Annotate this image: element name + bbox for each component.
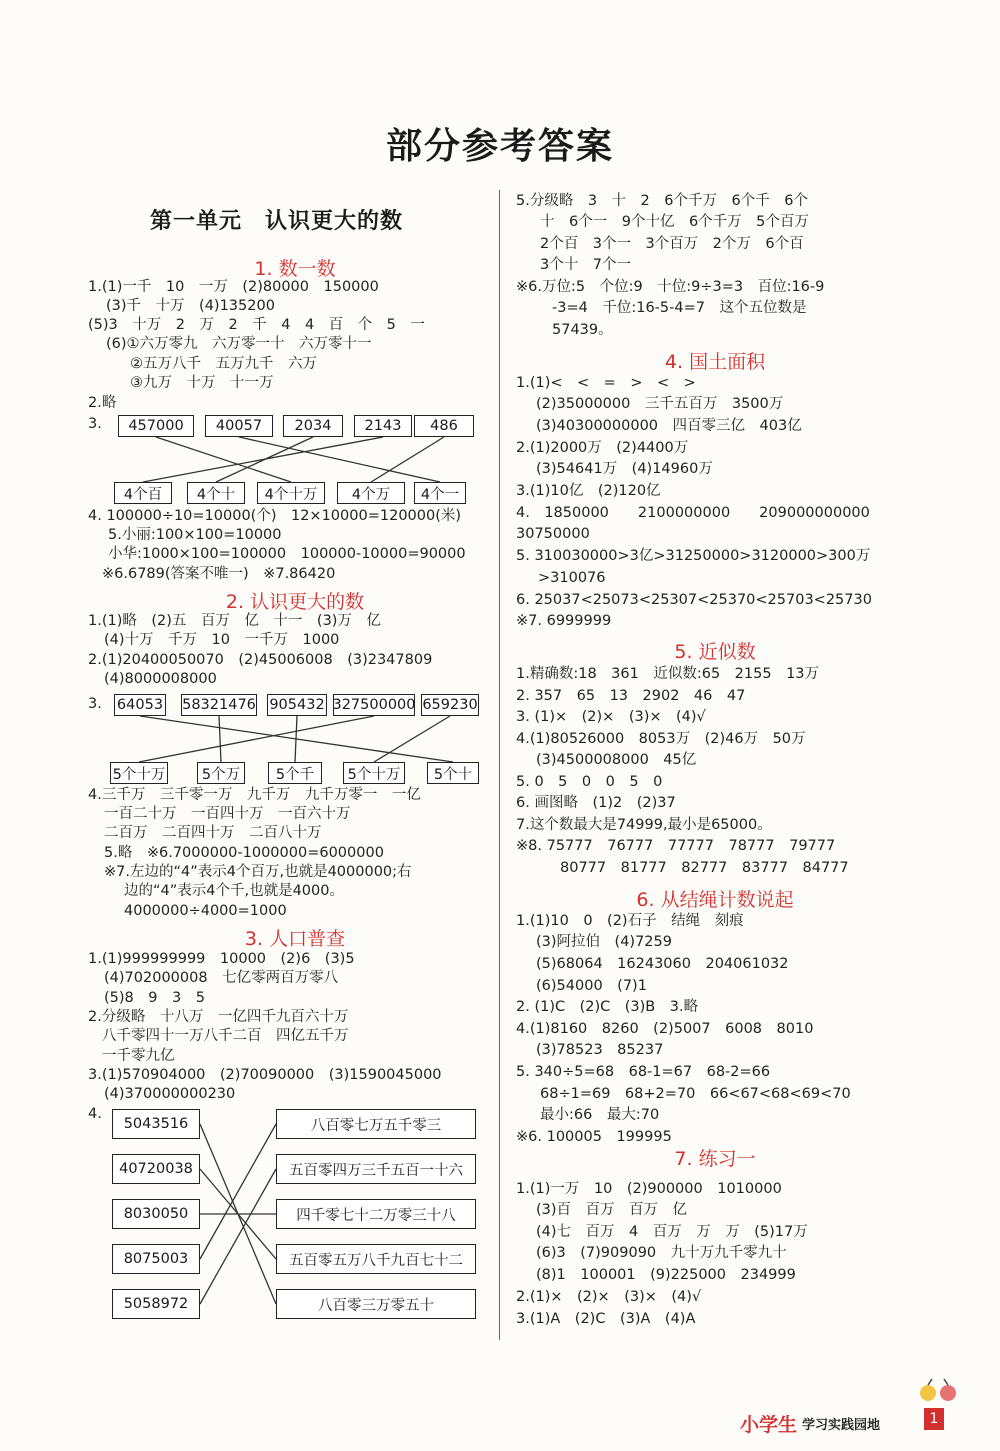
answer-line: >310076 [538, 570, 606, 586]
answer-line: 3.(1)570904000 (2)70090000 (3)1590045000 [88, 1067, 442, 1083]
answer-line: (5)8 9 3 5 [104, 990, 205, 1006]
answer-line: (5)68064 16243060 204061032 [536, 956, 789, 972]
answer-line: 二百万 二百四十万 二百八十万 [104, 825, 322, 841]
match-line [295, 716, 297, 762]
section-heading: 7. 练习一 [674, 1148, 756, 1170]
number-box: 2034 [283, 415, 343, 437]
answer-line: 1.(1)一万 10 (2)900000 1010000 [516, 1181, 782, 1197]
answer-line: 3. (1)× (2)× (3)× (4)√ [516, 709, 706, 725]
section-heading: 6. 从结绳计数说起 [636, 889, 794, 911]
match-line [200, 1124, 276, 1304]
answer-line: 3.(1)A (2)C (3)A (4)A [516, 1311, 696, 1327]
place-value-box: 4个万 [337, 482, 405, 504]
answer-line: 4.(1)8160 8260 (2)5007 6008 8010 [516, 1021, 814, 1037]
answer-line: (3)54641万 (4)14960万 [536, 461, 713, 477]
match-line [143, 437, 383, 482]
answer-line: ③九万 十万 十一万 [130, 375, 274, 391]
number-box: 64053 [114, 694, 166, 716]
answer-line: 一千零九亿 [102, 1048, 175, 1064]
column-divider [499, 190, 500, 1340]
chinese-number-box: 四千零七十二万零三十八 [276, 1199, 476, 1229]
answer-line: 2.(1)× (2)× (3)× (4)√ [516, 1289, 702, 1305]
answer-line: (4)8000008000 [104, 671, 217, 687]
answer-line: 2. 357 65 13 2902 46 47 [516, 688, 746, 704]
answer-line: ※6.6789(答案不唯一) ※7.86420 [102, 566, 336, 582]
answer-line: 5.分级略 3 十 2 6个千万 6个千 6个 [516, 193, 808, 209]
answer-line: 5.略 ※6.7000000-1000000=6000000 [104, 845, 384, 861]
answer-line: ※8. 75777 76777 77777 78777 79777 [516, 838, 836, 854]
answer-line: (3)4500008000 45亿 [536, 752, 697, 768]
answer-line: 2.略 [88, 395, 117, 411]
place-value-box: 5个十万 [343, 762, 405, 784]
number-box: 327500000 [333, 694, 415, 716]
answer-line: ※6. 100005 199995 [516, 1129, 672, 1145]
match-line [139, 716, 374, 762]
answer-line: 2.分级略 十八万 一亿四千九百六十万 [88, 1009, 349, 1025]
decorative-badge-icon [918, 1378, 960, 1408]
answer-line: ②五万八千 五万九千 六万 [130, 356, 317, 372]
number-box: 5043516 [112, 1109, 200, 1139]
answer-line: 1.(1)< < = > < > [516, 375, 696, 391]
number-box: 2143 [354, 415, 412, 437]
answer-line: 5. 310030000>3亿>31250000>3120000>300万 [516, 548, 871, 564]
number-box: 5058972 [112, 1289, 200, 1319]
answer-line: 1.精确数:18 361 近似数:65 2155 13万 [516, 666, 820, 682]
number-box: 659230 [421, 694, 479, 716]
chinese-number-box: 五百零五万八千九百七十二 [276, 1244, 476, 1274]
answer-line: 6. 画图略 (1)2 (2)37 [516, 795, 676, 811]
answer-line: 最小:66 最大:70 [540, 1107, 660, 1123]
answer-line: (3)百 百万 百万 亿 [536, 1202, 688, 1218]
answer-line: 小华:1000×100=100000 100000-10000=90000 [108, 546, 466, 562]
number-box: 40720038 [112, 1154, 200, 1184]
footer-subtitle: 学习实践园地 [802, 1418, 881, 1433]
answer-line: (4)十万 千万 10 一千万 1000 [104, 632, 340, 648]
answer-line: 30750000 [516, 526, 590, 542]
number-box: 486 [414, 415, 474, 437]
match-line [200, 1124, 276, 1259]
answer-line: -3=4 千位:16-5-4=7 这个五位数是 [552, 300, 807, 316]
answer-line: (6)3 (7)909090 九十万九千零九十 [536, 1245, 787, 1261]
page-title: 部分参考答案 [385, 126, 614, 167]
answer-line: 6. 25037<25073<25307<25370<25703<25730 [516, 592, 872, 608]
answer-line: (3)78523 85237 [536, 1042, 664, 1058]
answer-line: (3)40300000000 四百零三亿 403亿 [536, 418, 802, 434]
page-number: 1 [924, 1408, 944, 1430]
answer-line: (6)①六万零九 六万零一十 六万零十一 [106, 336, 372, 352]
answer-line: (4)七 百万 4 百万 万 万 (5)17万 [536, 1224, 808, 1240]
answer-line: 2.(1)20400050070 (2)45006008 (3)2347809 [88, 652, 433, 668]
match-line [219, 716, 221, 762]
answer-line: ※7.左边的“4”表示4个百万,也就是4000000;右 [104, 864, 412, 880]
answer-line: ※6.万位:5 个位:9 十位:9÷3=3 百位:16-9 [516, 279, 825, 295]
answer-line: 4. 100000÷10=10000(个) 12×10000=120000(米) [88, 508, 462, 524]
answer-line: 一百二十万 一百四十万 一百六十万 [104, 806, 351, 822]
place-value-box: 4个一 [414, 482, 466, 504]
answer-line: 1.(1)略 (2)五 百万 亿 十一 (3)万 亿 [88, 613, 381, 629]
answer-line: 1.(1)10 0 (2)石子 结绳 刻痕 [516, 913, 744, 929]
match-line [140, 716, 453, 762]
number-box: 457000 [118, 415, 194, 437]
answer-line: (2)35000000 三千五百万 3500万 [536, 396, 784, 412]
unit-title: 第一单元 认识更大的数 [150, 209, 404, 234]
answer-line: 4. [88, 1106, 102, 1122]
answer-line: 7.这个数最大是74999,最小是65000。 [516, 817, 772, 833]
answer-line: 80777 81777 82777 83777 84777 [560, 860, 849, 876]
answer-line: (8)1 100001 (9)225000 234999 [536, 1267, 796, 1283]
footer-brand: 小学生 [740, 1414, 798, 1436]
match-line [239, 437, 440, 482]
answer-line: (6)54000 (7)1 [536, 978, 647, 994]
chinese-number-box: 八百零七万五千零三 [276, 1109, 476, 1139]
answer-line: 2.(1)2000万 (2)4400万 [516, 440, 689, 456]
place-value-box: 5个十 [427, 762, 479, 784]
place-value-box: 5个万 [197, 762, 245, 784]
answer-line: 4. 1850000 2100000000 209000000000 [516, 505, 870, 521]
section-heading: 4. 国土面积 [664, 351, 766, 373]
answer-line: 八千零四十一万八千二百 四亿五千万 [102, 1028, 349, 1044]
answer-line: (3)阿拉伯 (4)7259 [536, 934, 672, 950]
chinese-number-box: 八百零三万零五十 [276, 1289, 476, 1319]
answer-line: 边的“4”表示4个千,也就是4000。 [124, 883, 344, 899]
match-line [156, 437, 291, 482]
section-heading: 2. 认识更大的数 [225, 591, 365, 613]
match-line [216, 437, 313, 482]
answer-line: 3. [88, 696, 102, 712]
answer-line: (3)千 十万 (4)135200 [106, 298, 275, 314]
answer-line: (4)370000000230 [104, 1086, 236, 1102]
number-box: 58321476 [181, 694, 257, 716]
answer-line: 2. (1)C (2)C (3)B 3.略 [516, 999, 699, 1015]
answer-line: (5)3 十万 2 万 2 千 4 4 百 个 5 一 [88, 317, 425, 333]
number-box: 905432 [267, 694, 327, 716]
number-box: 8030050 [112, 1199, 200, 1229]
answer-line: 68÷1=69 68+2=70 66<67<68<69<70 [540, 1086, 851, 1102]
answer-line: 5. 0 5 0 0 5 0 [516, 774, 663, 790]
answer-line: 5.小丽:100×100=10000 [108, 527, 282, 543]
answer-line: ※7. 6999999 [516, 613, 612, 629]
answer-line: 4.三千万 三千零一万 九千万 九千万零一 一亿 [88, 787, 421, 803]
section-heading: 5. 近似数 [674, 641, 756, 663]
place-value-box: 5个千 [268, 762, 322, 784]
answer-line: 3.(1)10亿 (2)120亿 [516, 483, 661, 499]
match-line [371, 437, 444, 482]
answer-line: 4000000÷4000=1000 [124, 903, 287, 919]
place-value-box: 4个十万 [257, 482, 325, 504]
number-box: 40057 [205, 415, 273, 437]
answer-line: 1.(1)999999999 10000 (2)6 (3)5 [88, 951, 355, 967]
answer-line: 2个百 3个一 3个百万 2个万 6个百 [540, 236, 804, 252]
match-line [200, 1169, 276, 1304]
place-value-box: 4个十 [187, 482, 245, 504]
chinese-number-box: 五百零四万三千五百一十六 [276, 1154, 476, 1184]
section-heading: 1. 数一数 [254, 258, 336, 280]
answer-line: 3. [88, 416, 102, 432]
match-line [374, 716, 450, 762]
answer-line: (4)702000008 七亿零两百万零八 [104, 970, 339, 986]
match-line [200, 1169, 276, 1259]
answer-line: 57439。 [552, 322, 613, 338]
place-value-box: 5个十万 [110, 762, 168, 784]
place-value-box: 4个百 [114, 482, 172, 504]
answer-line: 4.(1)80526000 8053万 (2)46万 50万 [516, 731, 806, 747]
section-heading: 3. 人口普查 [244, 928, 346, 950]
answer-line: 3个十 7个一 [540, 257, 631, 273]
answer-line: 5. 340÷5=68 68-1=67 68-2=66 [516, 1064, 771, 1080]
answer-line: 十 6个一 9个十亿 6个千万 5个百万 [540, 214, 809, 230]
answer-line: 1.(1)一千 10 一万 (2)80000 150000 [88, 279, 379, 295]
number-box: 8075003 [112, 1244, 200, 1274]
